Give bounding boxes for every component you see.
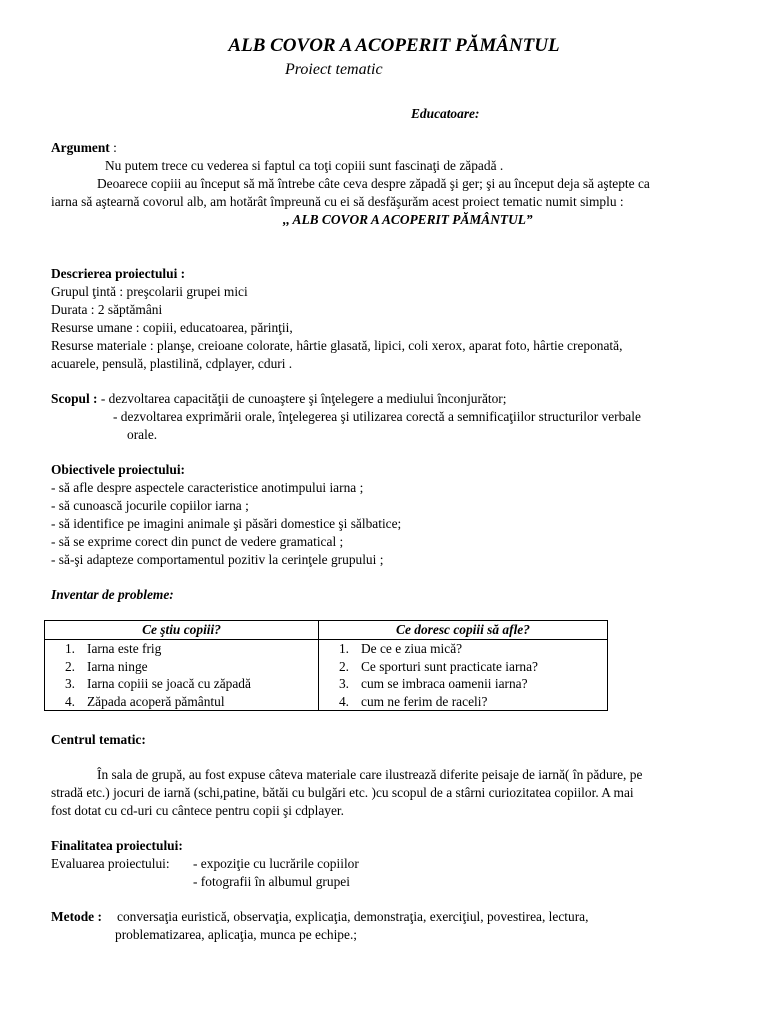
item-text: cum ne ferim de raceli?	[361, 693, 488, 709]
centrul-line-2: stradă etc.) jocuri de iarnă (schi,patine, bătăi cu bulgări etc. )cu scopul de a stârni curiozitatea copiilor. A mai	[51, 785, 634, 800]
col-ce-doresc-cell	[319, 640, 608, 711]
evaluare-label: Evaluarea proiectului:	[51, 856, 170, 871]
list-item	[45, 640, 318, 658]
item-text: Zăpada acoperă pământul	[87, 693, 225, 709]
list-item	[319, 658, 607, 676]
descriere-line: Durata : 2 săptămâni	[51, 302, 163, 317]
list-item	[45, 658, 318, 676]
metode-line-2: problematizarea, aplicaţia, munca pe echipe.;	[115, 927, 358, 942]
descriere-line: Grupul ţintă : preşcolarii grupei mici	[51, 284, 248, 299]
table-header-row	[45, 621, 608, 640]
obiectiv-item: - să-şi adapteze comportamentul pozitiv la cerinţele grupului ;	[51, 552, 384, 567]
obiectiv-item: - să identifice pe imagini animale şi păsări domestice şi sălbatice;	[51, 516, 402, 531]
table-row	[45, 640, 608, 711]
item-number: 2.	[338, 658, 349, 674]
page-title: ALB COVOR A ACOPERIT PĂMÂNTUL	[228, 35, 560, 56]
centrul-line-3: fost dotat cu cd-uri cu cântece pentru copii şi cdplayer.	[51, 803, 344, 818]
item-text: Iarna ninge	[87, 658, 148, 674]
centrul-line-1: În sala de grupă, au fost expuse câteva materiale care ilustrează diferite peisaje de iarnă( în pădure, pe	[97, 767, 643, 782]
educatoare-label: Educatoare:	[411, 106, 480, 121]
argument-line-3: iarna să aştearnă covorul alb, am hotărât împreună cu ei să desfăşurăm acest proiect tematic numit simplu :	[51, 194, 624, 209]
descriere-line: Resurse materiale : planşe, creioane colorate, hârtie glasată, lipici, coli xerox, aparat foto, hârtie creponată,	[51, 338, 623, 353]
argument-heading	[51, 139, 117, 157]
item-text: De ce e ziua mică?	[361, 641, 463, 656]
list-item	[45, 693, 318, 711]
argument-sep: :	[109, 140, 117, 155]
descriere-line: Resurse umane : copiii, educatoarea, părinţii,	[51, 320, 293, 335]
item-number: 3.	[338, 676, 349, 691]
item-number: 2.	[64, 658, 75, 674]
obiective-heading: Obiectivele proiectului:	[51, 462, 186, 477]
col-ce-doresc-header: Ce doresc copiii să afle?	[319, 621, 608, 640]
scopul-line-1	[51, 390, 507, 408]
item-text: Iarna copiii se joacă cu zăpadă	[87, 676, 251, 691]
item-text: cum se imbraca oamenii iarna?	[361, 676, 528, 691]
argument-line-2: Deoarece copiii au început să mă întrebe câte ceva despre zăpadă şi ger; şi au început deja să aştepte ca	[97, 176, 650, 191]
descriere-line: acuarele, pensulă, plastilină, cdplayer, cduri .	[51, 356, 293, 371]
page-subtitle: Proiect tematic	[285, 61, 383, 78]
inventar-heading: Inventar de probleme:	[51, 587, 174, 602]
obiectiv-item: - să cunoască jocurile copiilor iarna ;	[51, 498, 249, 513]
evaluare-item-2: - fotografii în albumul grupei	[193, 874, 350, 889]
item-text: Iarna este frig	[87, 641, 162, 656]
descriere-heading: Descrierea proiectului :	[51, 266, 186, 281]
argument-quote: ,, ALB COVOR A ACOPERIT PĂMÂNTUL”	[283, 212, 533, 227]
evaluare-item-1: - expoziţie cu lucrările copiilor	[193, 856, 359, 871]
list-item	[45, 675, 318, 693]
list-item	[319, 693, 607, 711]
item-number: 4.	[64, 693, 75, 709]
list-item	[319, 640, 607, 658]
item-number: 1.	[338, 641, 349, 656]
obiectiv-item: - să se exprime corect din punct de vedere gramatical ;	[51, 534, 344, 549]
scopul-label: Scopul :	[51, 391, 98, 406]
argument-label: Argument	[51, 140, 110, 155]
obiectiv-item: - să afle despre aspectele caracteristice anotimpului iarna ;	[51, 480, 364, 495]
scopul-line-2: - dezvoltarea exprimării orale, înţelegerea şi utilizarea corectă a semnificaţiilor structurilor verbale	[113, 409, 641, 424]
item-number: 3.	[64, 676, 75, 691]
argument-line-1: Nu putem trece cu vederea si faptul ca toţi copiii sunt fascinaţi de zăpadă .	[105, 158, 504, 173]
inventar-table	[44, 620, 608, 711]
metode-line-1: conversaţia euristică, observaţia, explicaţia, demonstraţia, exerciţiul, povestirea, lectura,	[117, 909, 589, 924]
scopul-text-1: - dezvoltarea capacităţii de cunoaştere şi înţelegere a mediului înconjurător;	[97, 391, 507, 406]
col-ce-stiu-header: Ce ştiu copiii?	[45, 621, 319, 640]
item-number: 4.	[338, 693, 349, 709]
finalitatea-heading: Finalitatea proiectului:	[51, 838, 183, 853]
centrul-heading: Centrul tematic:	[51, 732, 146, 747]
list-item	[319, 675, 607, 693]
item-text: Ce sporturi sunt practicate iarna?	[361, 658, 538, 674]
item-number: 1.	[64, 641, 75, 656]
col-ce-stiu-cell	[45, 640, 319, 711]
scopul-line-3: orale.	[127, 427, 158, 442]
metode-label: Metode :	[51, 909, 102, 924]
